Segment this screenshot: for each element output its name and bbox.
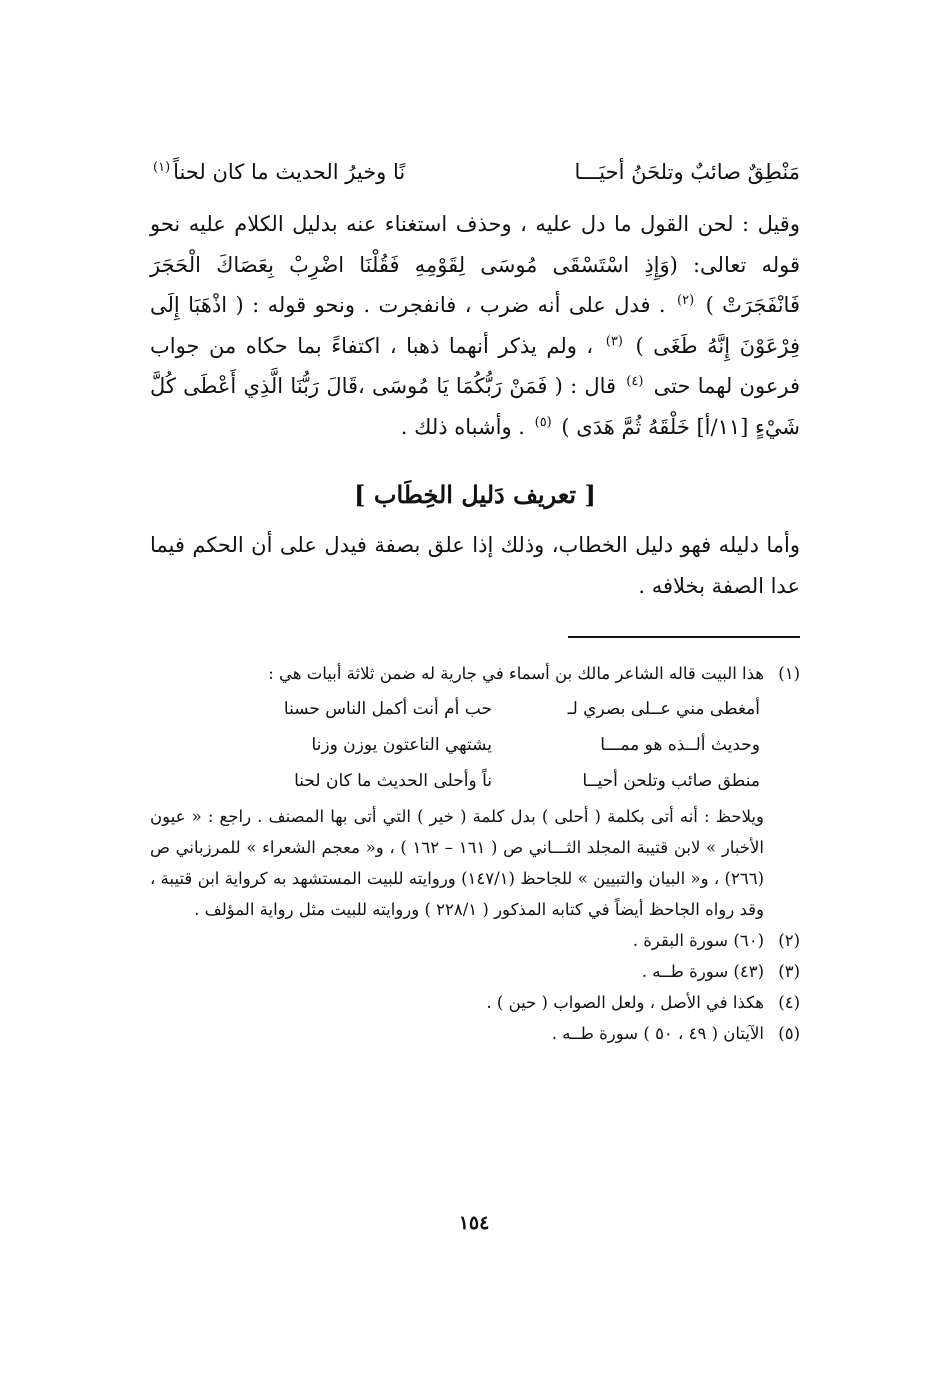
footnote-ref[interactable]: (٥) <box>534 414 552 430</box>
footnote-number: (١) <box>778 664 800 683</box>
footnote-poem <box>150 691 764 799</box>
poem-hemistich-2: يشتهي الناعتون يوزن وزنا <box>311 735 492 755</box>
footnote-1 <box>150 658 800 925</box>
poem-line <box>150 763 760 799</box>
paragraph-text-run: قال : ( فَمَنْ رَبُّكُمَا يَا مُوسَى ،قَالَ رَبُّنَا الَّذِي أَعْطَى كُلَّ شَيْءٍ [١١/أ] خَلْقَهُ ثُمَّ هَدَى ) <box>150 374 800 439</box>
body-paragraph-2: وأما دليله فهو دليل الخطاب، وذلك إذا علق بصفة فيدل على أن الحكم فيما عدا الصفة بخلافه . <box>150 533 800 598</box>
verse-second-hemistich <box>150 152 405 192</box>
verse-first-hemistich: مَنْطِقٌ صائبٌ وتلحَنُ أحيَـــا <box>574 160 800 184</box>
footnote-ref[interactable]: (٤) <box>626 374 644 389</box>
footnote-number: (٢) <box>778 931 800 950</box>
footnote-2 <box>150 925 800 956</box>
footnote-ref-1[interactable]: (١) <box>153 160 171 175</box>
footnote-3 <box>150 956 800 987</box>
verse-second-hemistich-text: نًا وخيرُ الحديث ما كان لحناً <box>173 160 406 184</box>
footnote-body <box>150 658 764 925</box>
footnote-number: (٥) <box>778 1024 800 1043</box>
footnote-text: (٤٣) سورة طــه . <box>641 962 764 981</box>
section-heading: [ تعريف دَليل الخِطَاب ] <box>354 480 596 509</box>
footnote-text: الآيتان ( ٤٩ ، ٥٠ ) سورة طــه . <box>551 1024 764 1043</box>
poem-hemistich-2: ناً وأحلى الحديث ما كان لحنا <box>294 771 492 791</box>
page-content <box>150 152 800 1049</box>
poem-hemistich-1: منطق صائب وتلحن أحيــا <box>582 771 760 791</box>
poem-hemistich-2: حب أم أنت أكمل الناس حسنا <box>283 699 492 719</box>
paragraph-text-run: وقيل : لحن القول ما دل عليه ، وحذف استغناء عنه بدليل الكلام عليه نحو قوله تعالى: (وَإِذِ اسْتَسْقَى مُوسَى لِقَوْمِهِ فَقُلْنَا اضْرِبْ بِعَصَاكَ الْحَجَرَ فَانْفَجَرَتْ ) <box>150 212 801 317</box>
footnote-separator <box>568 636 800 638</box>
footnotes <box>150 658 800 1049</box>
paragraph-text-run: . فدل على أنه ضرب ، فانفجرت . ونحو قوله : ( اذْهَبَا إِلَى فِرْعَوْنَ إِنَّهُ طَغَى ) <box>150 293 801 358</box>
footnote-ref[interactable]: (٣) <box>605 333 623 349</box>
footnote-intro: هذا البيت قاله الشاعر مالك بن أسماء في جارية له ضمن ثلاثة أبيات هي : <box>268 664 764 683</box>
footnote-5 <box>150 1018 800 1049</box>
poem-line <box>150 691 760 727</box>
paragraph-text-run: ، ولم يذكر أنهما ذهبا ، اكتفاءً بما حكاه من جواب فرعون لهما حتى <box>150 333 800 398</box>
footnote-number: (٤) <box>778 993 800 1012</box>
footnote-text: هكذا في الأصل ، ولعل الصواب ( حين ) . <box>486 993 764 1012</box>
poem-hemistich-1: وحديث ألــذه هو ممـــا <box>600 735 760 755</box>
poem-hemistich-1: أمغطى مني عــلى بصري لـ <box>567 699 760 719</box>
footnote-commentary: ويلاحظ : أنه أتى بكلمة ( أحلى ) بدل كلمة ( خير ) التي أتى بها المصنف . راجع : « عيون الأخبار » لابن قتيبة المجلد الثـــاني ص ( ١٦١ – ١٦٢ ) ، و« معجم الشعراء » للمرزباني ص (٢٦٦) ، و« البيان والتبيين » للجاحظ (١٤٧/١) وروايته للبيت المستشهد به كرواية ابن قتيبة ، وقد رواه الجاحظ أيضاً في كتابه المذكور ( ٢٢٨/١ ) وروايته للبيت مثل رواية المؤلف . <box>150 807 764 919</box>
footnote-number: (٣) <box>778 962 800 981</box>
page-number: ١٥٤ <box>458 1212 490 1234</box>
paragraph-text-run: . وأشباه ذلك . <box>400 414 532 439</box>
footnote-separator-wrap <box>150 606 800 658</box>
poem-line <box>150 727 760 763</box>
footnote-text: (٦٠) سورة البقرة . <box>632 931 764 950</box>
opening-verse <box>150 152 800 204</box>
footnote-4 <box>150 987 800 1018</box>
footnote-ref[interactable]: (٢) <box>677 293 695 308</box>
body-paragraph-1 <box>150 204 800 447</box>
